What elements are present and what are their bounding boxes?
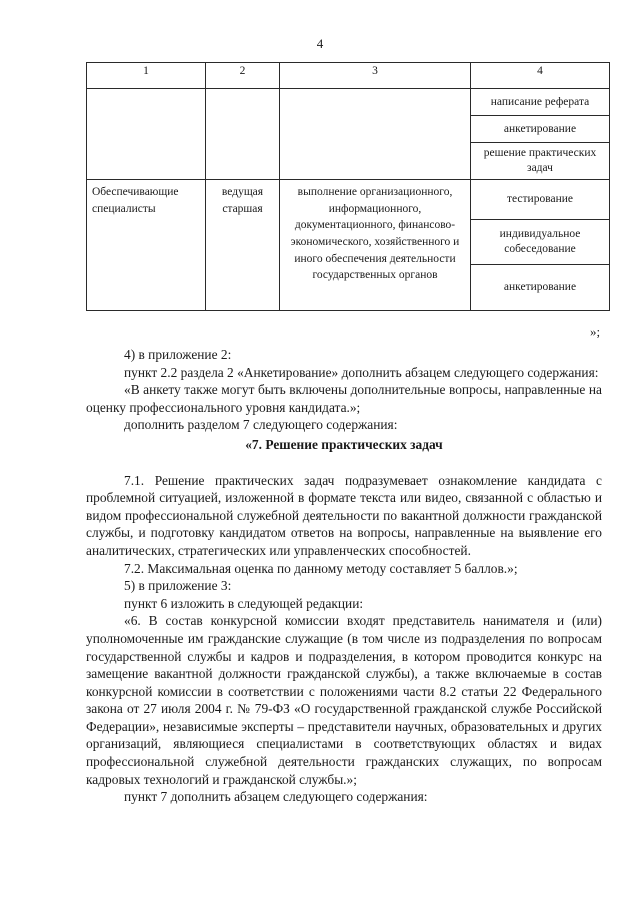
paragraph: 5) в приложение 3:: [124, 578, 232, 594]
document-body: [86, 346, 602, 806]
category-cell: [87, 89, 206, 180]
method-cell: решение практических задач: [471, 143, 610, 180]
category-cell: Обеспечивающие специалисты: [87, 180, 206, 311]
method-cell: тестирование: [471, 180, 610, 220]
method-cell: анкетирование: [471, 265, 610, 311]
method-cell: анкетирование: [471, 116, 610, 143]
paragraph: пункт 6 изложить в следующей редакции:: [124, 595, 364, 611]
paragraph: «В анкету также могут быть включены дополнительные вопросы, направленные на оценку профессионального уровня кандидата.»;: [86, 382, 602, 415]
column-header: 1: [87, 63, 206, 89]
area-cell: выполнение организационного, информационного, документационного, финансово-экономического, хозяйственного и иного обеспечения деятельности государственных органов: [280, 180, 471, 311]
column-header: 2: [206, 63, 280, 89]
paragraph: дополнить разделом 7 следующего содержания:: [124, 417, 398, 433]
column-header: 4: [471, 63, 610, 89]
method-cell: написание реферата: [471, 89, 610, 116]
area-cell: [280, 89, 471, 180]
paragraph: 7.2. Максимальная оценка по данному методу составляет 5 баллов.»;: [124, 560, 518, 576]
table-row: [87, 89, 610, 116]
paragraph: 4) в приложение 2:: [124, 347, 232, 362]
table-header-row: [87, 63, 610, 89]
table-closing-quote: »;: [590, 324, 601, 339]
table-row: [87, 180, 610, 220]
group-cell: [206, 89, 280, 180]
page-number: 4: [316, 36, 324, 51]
method-cell: индивидуальное собеседование: [471, 220, 610, 265]
requirements-table: [86, 62, 610, 311]
section-heading: «7. Решение практических задач: [245, 436, 443, 452]
paragraph: «6. В состав конкурсной комиссии входят представитель нанимателя и (или) уполномоченные им гражданские служащие (в том числе из подразделения по вопросам государственной службы и кадров и подразделения, в котором проводится конкурс на замещение вакантной должности гражданской службы), а также включаемые в состав конкурсной комиссии в соответствии с положениями части 8.2 статьи 22 Федерального закона от 27 июля 2004 г. № 79-ФЗ «О государственной гражданской службе Российской Федерации», независимые эксперты – представители научных, образовательных и других организаций, являющиеся специалистами в соответствующих областях и видах профессиональной служебной деятельности гражданских служащих, по вопросам кадровых технологий и гражданской службы.»;: [86, 613, 602, 787]
column-header: 3: [280, 63, 471, 89]
paragraph: 7.1. Решение практических задач подразумевает ознакомление кандидата с проблемной ситуацией, изложенной в формате текста или видео, связанной с областью и видом профессиональной служебной деятельности по вакантной должности гражданской службы, и подготовку кандидатом ответов на вопросы, направленные на выявление его аналитических, стратегических или управленческих способностей.: [86, 472, 602, 558]
paragraph: пункт 2.2 раздела 2 «Анкетирование» дополнить абзацем следующего содержания:: [124, 364, 599, 380]
group-cell: ведущая старшая: [206, 180, 280, 311]
paragraph: пункт 7 дополнить абзацем следующего содержания:: [124, 789, 428, 805]
